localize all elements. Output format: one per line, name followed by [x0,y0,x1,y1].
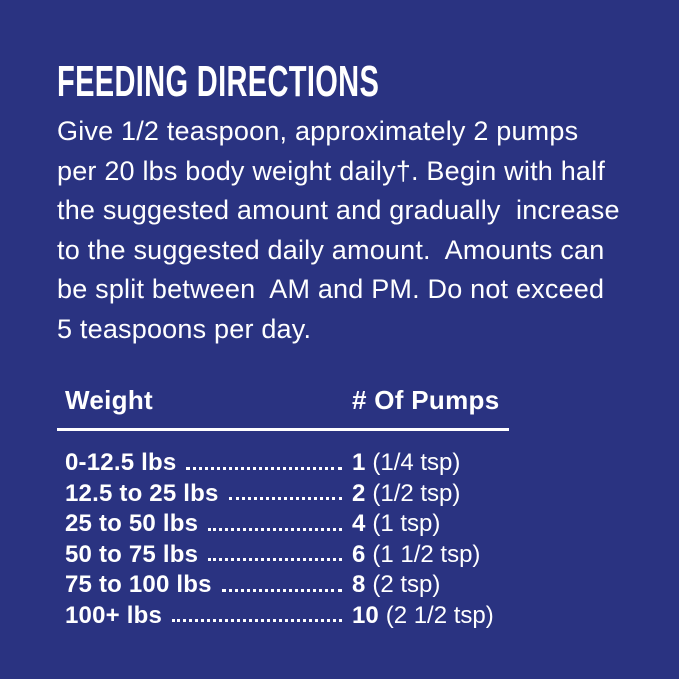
table-row [57,479,509,510]
weight-label: 25 to 50 lbs [65,510,199,537]
dot-leader [186,467,342,470]
pump-count: 6 [352,540,366,568]
tsp-amount: (1 tsp) [372,510,441,537]
weight-label: 12.5 to 25 lbs [65,479,219,507]
pumps-cell [352,601,509,632]
intro-line: 5 teaspoons per day. [57,313,312,344]
dot-leader [208,558,342,561]
intro-line: per 20 lbs body weight daily†. Begin with half [57,155,606,186]
table-row [57,448,509,479]
dot-leader [229,497,342,500]
panel-title: FEEDING DIRECTIONS [57,57,380,106]
dot-leader [222,589,342,592]
weight-header: Weight [65,385,153,415]
table-row [57,540,509,571]
tsp-amount: (2 tsp) [372,571,441,598]
table-header-row [57,385,509,431]
intro-line: Give 1/2 teaspoon, approximately 2 pumps [57,116,579,146]
tsp-amount: (1 1/2 tsp) [372,540,481,568]
pump-count: 8 [352,571,366,598]
weight-label: 100+ lbs [65,601,163,629]
table-row [57,509,509,540]
intro-line: the suggested amount and gradually increase [57,195,620,225]
pumps-cell [352,509,509,540]
pumps-cell [352,570,509,601]
pumps-cell [352,479,509,510]
weight-label: 50 to 75 lbs [65,540,199,568]
tsp-amount: (2 1/2 tsp) [385,601,494,629]
weight-label: 0-12.5 lbs [65,449,177,476]
weight-label: 75 to 100 lbs [65,571,212,598]
intro-line: be split between AM and PM. Do not exceed [57,274,605,304]
dot-leader [208,528,342,531]
intro-text [57,112,631,349]
intro-line: to the suggested daily amount. Amounts can [57,234,605,265]
table-row [57,601,509,632]
pumps-cell [352,448,509,479]
pump-count: 2 [352,479,366,507]
pumps-header: # Of Pumps [352,385,500,415]
pump-count: 10 [352,601,379,629]
dosage-table [57,385,509,631]
pumps-cell [352,540,509,571]
tsp-amount: (1/4 tsp) [372,449,461,476]
pump-count: 1 [352,449,366,476]
tsp-amount: (1/2 tsp) [372,479,461,507]
table-body [57,448,509,631]
pump-count: 4 [352,510,366,537]
dot-leader [172,619,342,622]
table-row [57,570,509,601]
